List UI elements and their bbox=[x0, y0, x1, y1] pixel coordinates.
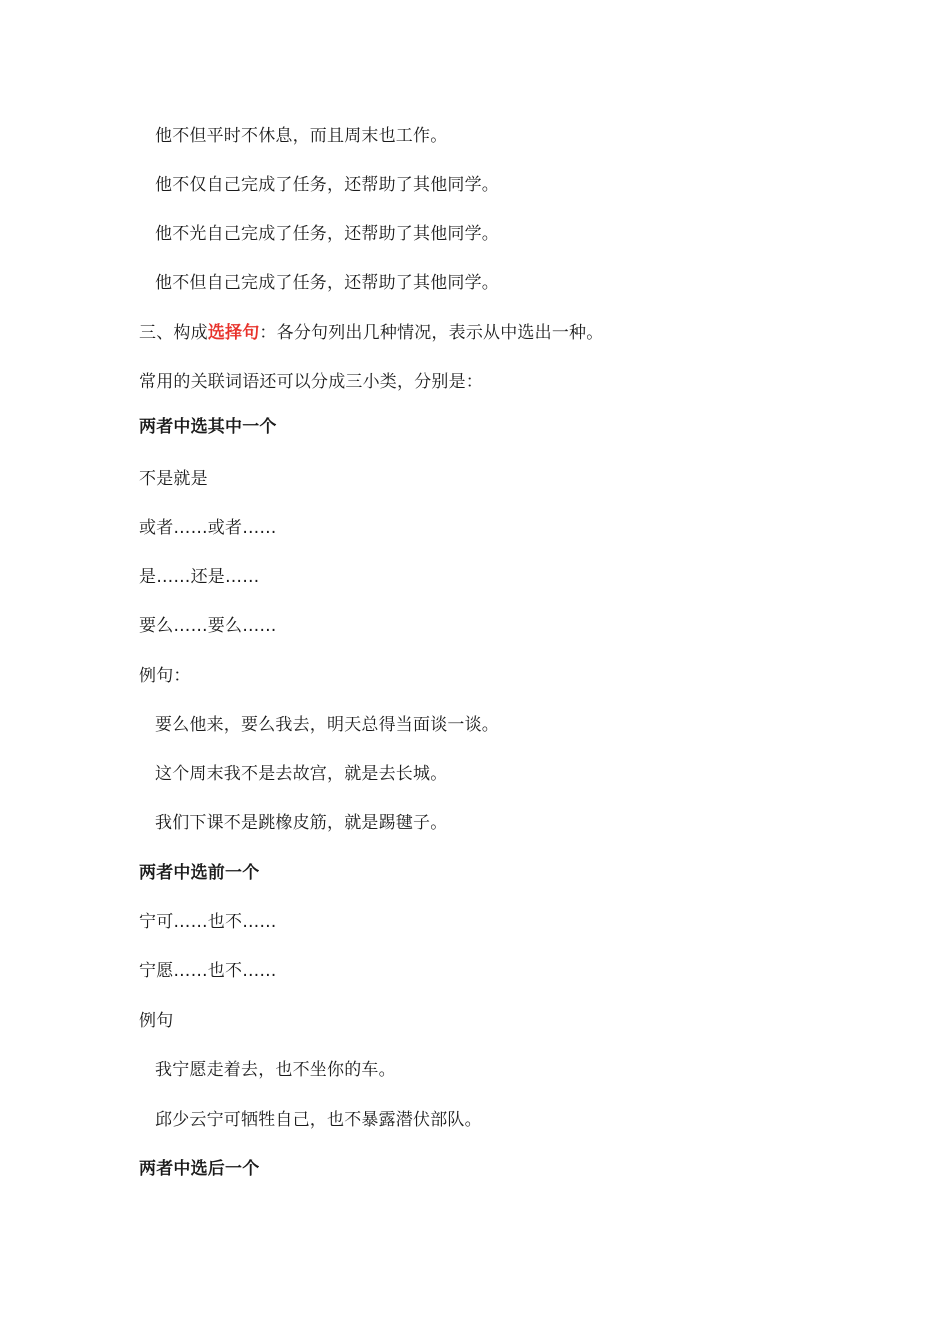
conjunction-item: 不是就是 bbox=[139, 469, 208, 489]
example-label: 例句 bbox=[139, 1011, 174, 1031]
example-sentence: 要么他来，要么我去，明天总得当面谈一谈。 bbox=[155, 715, 499, 735]
intro-text: 常用的关联词语还可以分成三小类，分别是： bbox=[139, 372, 483, 392]
example-sentence: 他不但自己完成了任务，还帮助了其他同学。 bbox=[155, 273, 499, 293]
conjunction-item: 宁愿……也不…… bbox=[139, 961, 277, 981]
conjunction-item: 或者……或者…… bbox=[139, 518, 277, 538]
example-label: 例句： bbox=[139, 666, 191, 686]
section-3-suffix: ：各分句列出几种情况，表示从中选出一种。 bbox=[259, 323, 604, 343]
group-2-heading: 两者中选前一个 bbox=[139, 863, 260, 883]
section-3-highlight: 选择句 bbox=[207, 323, 260, 343]
conjunction-item: 宁可……也不…… bbox=[139, 912, 277, 932]
conjunction-item: 是……还是…… bbox=[139, 567, 260, 587]
group-1-heading: 两者中选其中一个 bbox=[139, 417, 277, 437]
group-3-heading: 两者中选后一个 bbox=[139, 1159, 260, 1179]
conjunction-item: 要么……要么…… bbox=[139, 616, 277, 636]
section-3-heading bbox=[139, 321, 603, 345]
example-sentence: 我宁愿走着去，也不坐你的车。 bbox=[155, 1060, 396, 1080]
example-sentence: 邱少云宁可牺牲自己，也不暴露潜伏部队。 bbox=[155, 1110, 482, 1130]
example-sentence: 我们下课不是跳橡皮筋，就是踢毽子。 bbox=[155, 813, 448, 833]
example-sentence: 他不但平时不休息，而且周末也工作。 bbox=[155, 126, 448, 146]
example-sentence: 这个周末我不是去故宫，就是去长城。 bbox=[155, 764, 448, 784]
section-3-prefix: 三、构成 bbox=[139, 323, 208, 343]
example-sentence: 他不光自己完成了任务，还帮助了其他同学。 bbox=[155, 224, 499, 244]
example-sentence: 他不仅自己完成了任务，还帮助了其他同学。 bbox=[155, 175, 499, 195]
